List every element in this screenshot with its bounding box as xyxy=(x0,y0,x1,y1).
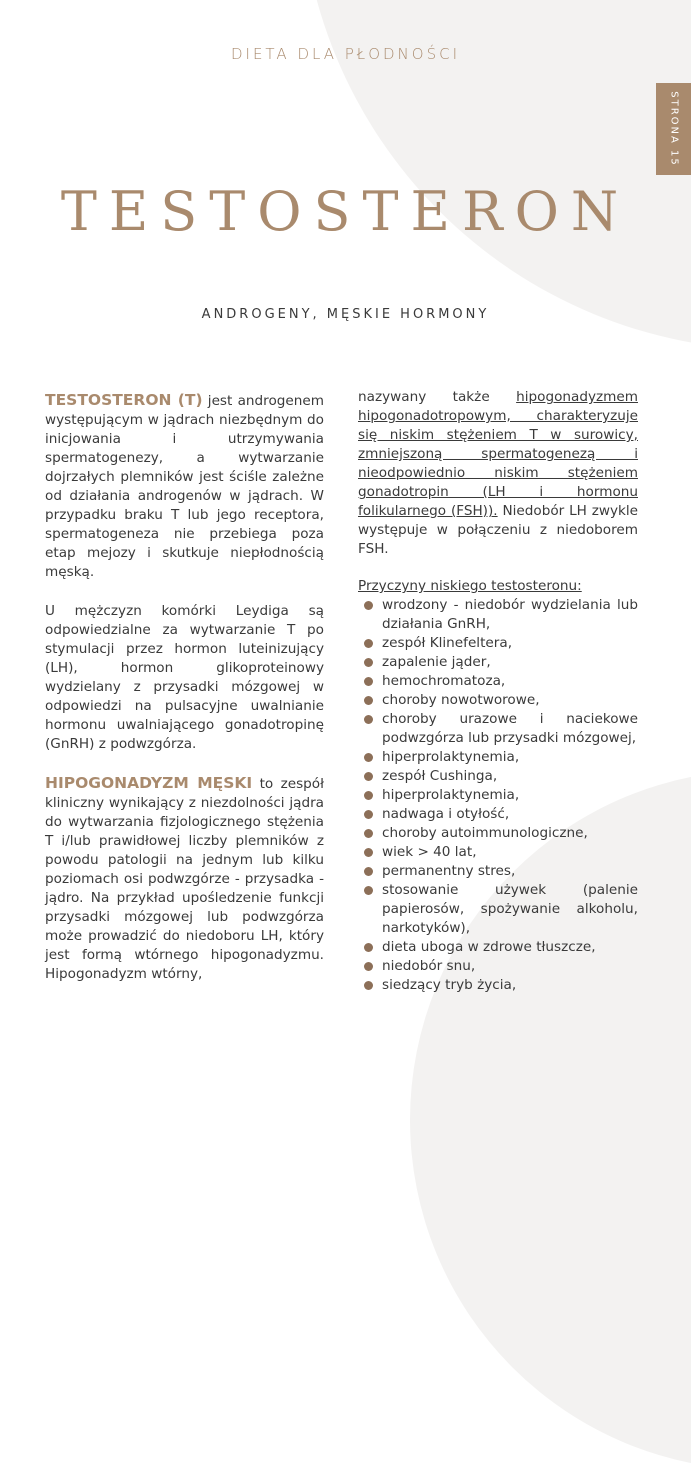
page-title: TESTOSTERON xyxy=(60,180,631,243)
keyword-testosteron: TESTOSTERON (T) xyxy=(45,391,203,409)
list-item: hiperprolaktynemia, xyxy=(358,786,638,805)
list-item: hiperprolaktynemia, xyxy=(358,748,638,767)
paragraph-leydig: U mężczyzn komórki Leydiga są odpowiedzialne za wytwarzanie T po stymulacji przez hormon luteinizujący (LH), hormon glikoproteinowy wydzielany z przysadki mózgowej w odpowiedzi na pulsacyjne uwalnianie hormonu uwalniającego gonadotropinę (GnRH) z podwzgórza. xyxy=(45,603,324,752)
list-item: wiek > 40 lat, xyxy=(358,843,638,862)
paragraph-text: nazywany także xyxy=(358,389,517,405)
list-item: zapalenie jąder, xyxy=(358,653,638,672)
paragraph-text: Niedobór LH zwykle występuje w połączeniu z niedoborem FSH. xyxy=(358,503,639,557)
left-column xyxy=(45,391,324,1004)
list-item: zespół Klinefeltera, xyxy=(358,634,638,653)
paragraph-hypogonadism xyxy=(45,774,324,984)
paragraph-text: to zespół kliniczny wynikający z niezdolności jądra do wytwarzania fizjologicznego stężenia T i/lub prawidłowej liczby plemników z powodu patologii na jednym lub kilku poziomach osi podwzgórze - przysadka - jądro. Na przykład upośledzenie funkcji przysadki mózgowej lub podwzgórza może prowadzić do niedoboru LH, który jest formą wtórnego hipogonadyzmu. Hipogonadyzm wtórny, xyxy=(45,776,324,982)
list-item: siedzący tryb życia, xyxy=(358,976,638,995)
document-header: DIETA DLA PŁODNOŚCI xyxy=(230,45,461,63)
list-item: nadwaga i otyłość, xyxy=(358,805,638,824)
list-item: hemochromatoza, xyxy=(358,672,638,691)
list-item: niedobór snu, xyxy=(358,957,638,976)
underlined-definition: hipogonadyzmem hipogonadotropowym, charakteryzuje się niskim stężeniem T w surowicy, zmniejszoną spermatogenezą i nieodpowiednio niskim stężeniem gonadotropin (LH i hormonu folikularnego (FSH)). xyxy=(358,389,638,519)
list-item: choroby autoimmunologiczne, xyxy=(358,824,638,843)
paragraph-text: jest androgenem występującym w jądrach niezbędnym do inicjowania i utrzymywania spermatogenezy, a wytwarzanie dojrzałych plemników jest ściśle zależne od działania androgenów w jądrach. W przypadku braku T lub jego receptora, spermatogeneza nie przebiega poza etap mejozy i skutkuje niepłodnością męską. xyxy=(45,393,324,580)
keyword-hipogonadyzm: HIPOGONADYZM MĘSKI xyxy=(45,774,253,792)
list-item: dieta uboga w zdrowe tłuszcze, xyxy=(358,938,638,957)
list-item: zespół Cushinga, xyxy=(358,767,638,786)
list-item: choroby nowotworowe, xyxy=(358,691,638,710)
list-item: wrodzony - niedobór wydzielania lub działania GnRH, xyxy=(358,596,638,634)
right-column xyxy=(358,388,638,995)
list-item: permanentny stres, xyxy=(358,862,638,881)
page-number-tab xyxy=(656,83,691,175)
causes-list-title: Przyczyny niskiego testosteronu: xyxy=(358,578,582,594)
page-number-label: STRONA 15 xyxy=(668,91,679,167)
list-item: choroby urazowe i naciekowe podwzgórza lub przysadki mózgowej, xyxy=(358,710,638,748)
page-subtitle: ANDROGENY, MĘSKIE HORMONY xyxy=(201,307,490,322)
list-item: stosowanie używek (palenie papierosów, spożywanie alkoholu, narkotyków), xyxy=(358,881,638,938)
causes-list xyxy=(358,596,638,995)
paragraph-testosterone xyxy=(45,391,324,582)
paragraph-secondary-hypogonadism xyxy=(358,388,638,559)
